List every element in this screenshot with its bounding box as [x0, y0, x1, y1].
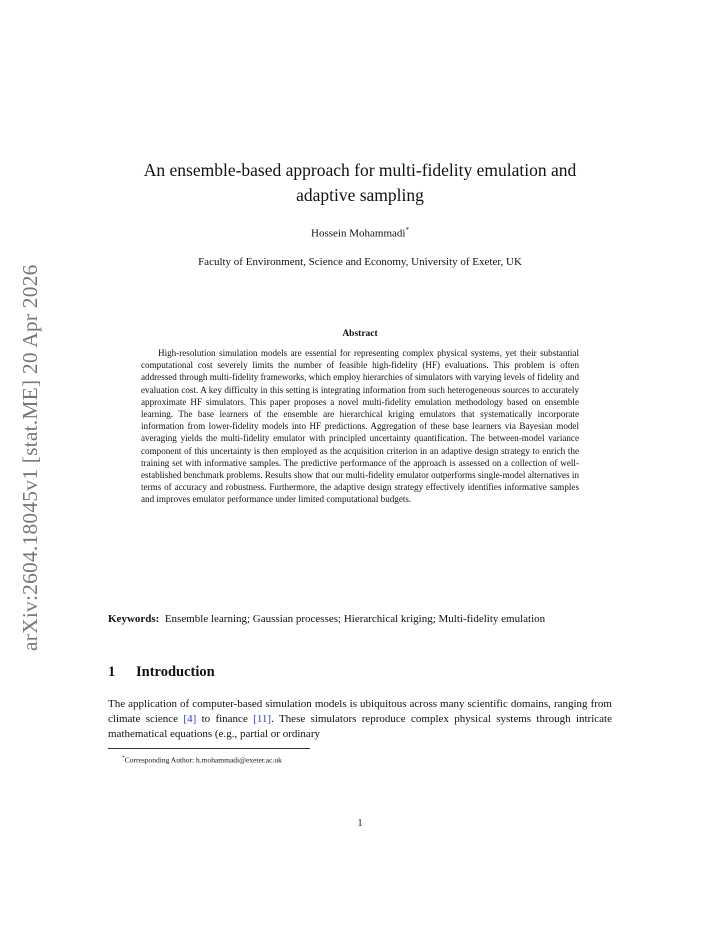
arxiv-identifier-stamp: arXiv:2604.18045v1 [stat.ME] 20 Apr 2026	[18, 264, 42, 651]
author-footnote-mark: *	[405, 226, 409, 234]
intro-text-3: . These simulators reproduce complex physical systems through intricate mathematical equations (e.g., partial or ordinary	[108, 713, 612, 740]
section-heading-introduction	[108, 664, 215, 681]
keywords-label: Keywords:	[108, 613, 160, 625]
author-name-text: Hossein Mohammadi	[311, 227, 406, 240]
footnote-divider	[108, 748, 310, 749]
intro-text-2: to finance	[196, 713, 254, 725]
footnote	[122, 755, 282, 765]
intro-text-1: The application of computer-based simulation models is ubiquitous across many scientific domains, ranging from climate science	[108, 698, 612, 725]
footnote-mark: *	[122, 755, 125, 761]
title-line-1: An ensemble-based approach for multi-fidelity emulation and	[143, 160, 577, 180]
keywords-text: Ensemble learning; Gaussian processes; Hierarchical kriging; Multi-fidelity emulation	[164, 613, 546, 625]
section-title: Introduction	[136, 664, 215, 680]
abstract-body: High-resolution simulation models are essential for representing complex physical systems, yet their substantial computational cost severely limits the number of feasible high-fidelity (HF) evaluations. This problem is often addressed through multi-fidelity frameworks, which employ hierarchies of simulators with varying levels of fidelity and evaluation cost. A key difficulty in this setting is integrating information from such heterogeneous sources to accurately approximate HF simulators. This paper proposes a novel multi-fidelity emulation methodology based on ensemble learning. The base learners of the ensemble are hierarchical kriging emulators that systematically incorporate information from lower-fidelity models into HF predictions. Aggregation of these base learners via Bayesian model averaging yields the multi-fidelity emulator with principled uncertainty quantification. The between-model variance component of this uncertainty is then employed as the acquisition criterion in an adaptive design strategy to enrich the training set with informative samples. The predictive performance of the approach is assessed on a collection of well-established benchmark problems. Results show that our multi-fidelity emulator outperforms single-model alternatives in terms of accuracy and robustness. Furthermore, the adaptive design strategy effectively identifies informative samples and improves emulator performance under limited computational budgets.	[141, 348, 579, 505]
keywords-line	[108, 612, 612, 627]
paper-title	[100, 158, 620, 208]
abstract-heading: Abstract	[342, 329, 378, 339]
section-number: 1	[108, 664, 116, 680]
author-affiliation: Faculty of Environment, Science and Economy, University of Exeter, UK	[198, 256, 522, 268]
citation-link-4[interactable]: [4]	[183, 713, 197, 725]
introduction-paragraph	[108, 697, 612, 742]
footnote-text: Corresponding Author: h.mohammadi@exeter.ac.uk	[124, 755, 282, 765]
title-line-2: adaptive sampling	[296, 185, 424, 205]
page-number: 1	[357, 818, 363, 829]
author-name	[100, 226, 620, 240]
citation-link-11[interactable]: [11]	[253, 713, 272, 725]
